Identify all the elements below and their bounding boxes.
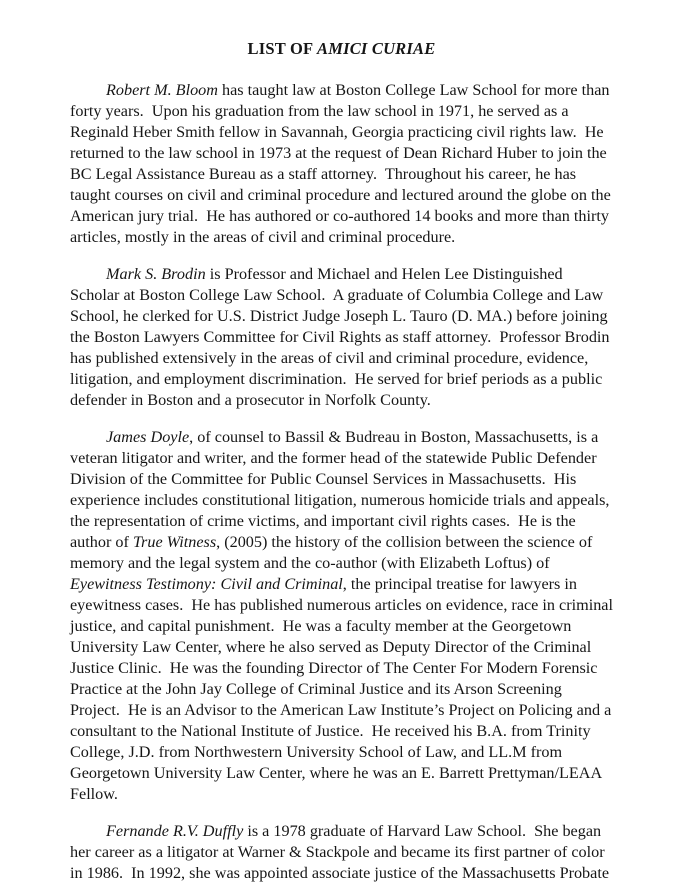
text-run: , the principal treatise for lawyers in eyewitness cases. He has published numerous articles on evidence, race in criminal justice, and capital punishment. He was a faculty member at the Georgetown University Law Center, where he also served as Deputy Director of the Criminal Justice Clinic. He was the founding Director of The Center For Modern Forensic Practice at the John Jay College of Criminal Justice and its Arson Screening Project. He is an Advisor to the American Law Institute’s Project on Policing and a consultant to the National Institute of Justice. He received his B.A. from Trinity College, J.D. from Northwestern University School of Law, and LL.M from Georgetown University Law Center, where he was an E. Barrett Prettyman/LEAA Fellow. [70, 575, 618, 803]
emphasized-text-run: James Doyle [106, 428, 190, 446]
text-run: is a 1978 graduate of Harvard Law School. She began her career as a litigator at Warner & Stackpole and became its first partner of color in 1986. In 1992, she was appointed associate justice of the Massachusetts Probate [70, 822, 610, 882]
emphasized-text-run: Robert M. Bloom [106, 81, 218, 99]
document-body [70, 80, 618, 884]
emphasized-text-run: True Witness [132, 533, 217, 551]
text-run: , (2005) the history of the collision between the science of memory and the legal system and the co-author (with Elizabeth Loftus) of [70, 533, 597, 572]
text-run: , of counsel to Bassil & Budreau in Boston, Massachusetts, is a veteran litigator and writer, and the former head of the statewide Public Defender Division of the Committee for Public Counsel Services in Massachusetts. His experience includes constitutional litigation, numerous homicide trials and appeals, the representation of crime victims, and important civil rights cases. He is the author of [70, 428, 614, 551]
emphasized-text-run: AMICI CURIAE [317, 39, 436, 58]
paragraph-mark-brodin [70, 264, 613, 411]
emphasized-text-run: Eyewitness Testimony: Civil and Criminal [70, 575, 343, 593]
text-run: LIST OF [247, 39, 318, 58]
page-title [70, 38, 613, 59]
paragraph-james-doyle [70, 427, 618, 805]
emphasized-text-run: Fernande R.V. Duffly [106, 822, 244, 840]
emphasized-text-run: Mark S. Brodin [106, 265, 206, 283]
paragraph-robert-bloom [70, 80, 613, 248]
text-run: has taught law at Boston College Law School for more than forty years. Upon his graduation from the law school in 1971, he served as a Reginald Heber Smith fellow in Savannah, Georgia practicing civil rights law. He returned to the law school in 1973 at the request of Dean Richard Huber to join the BC Legal Assistance Bureau as a staff attorney. Throughout his career, he has taught courses on civil and criminal procedure and lectured around the globe on the American jury trial. He has authored or co-authored 14 books and more than thirty articles, mostly in the areas of civil and criminal procedure. [70, 81, 614, 246]
paragraph-fernande-duffly [70, 821, 613, 884]
text-run: is Professor and Michael and Helen Lee Distinguished Scholar at Boston College Law School. A graduate of Columbia College and Law School, he clerked for U.S. District Judge Joseph L. Tauro (D. MA.) before joining the Boston Lawyers Committee for Civil Rights as staff attorney. Professor Brodin has published extensively in the areas of civil and criminal procedure, evidence, litigation, and employment discrimination. He served for brief periods as a public defender in Boston and a prosecutor in Norfolk County. [70, 265, 614, 409]
